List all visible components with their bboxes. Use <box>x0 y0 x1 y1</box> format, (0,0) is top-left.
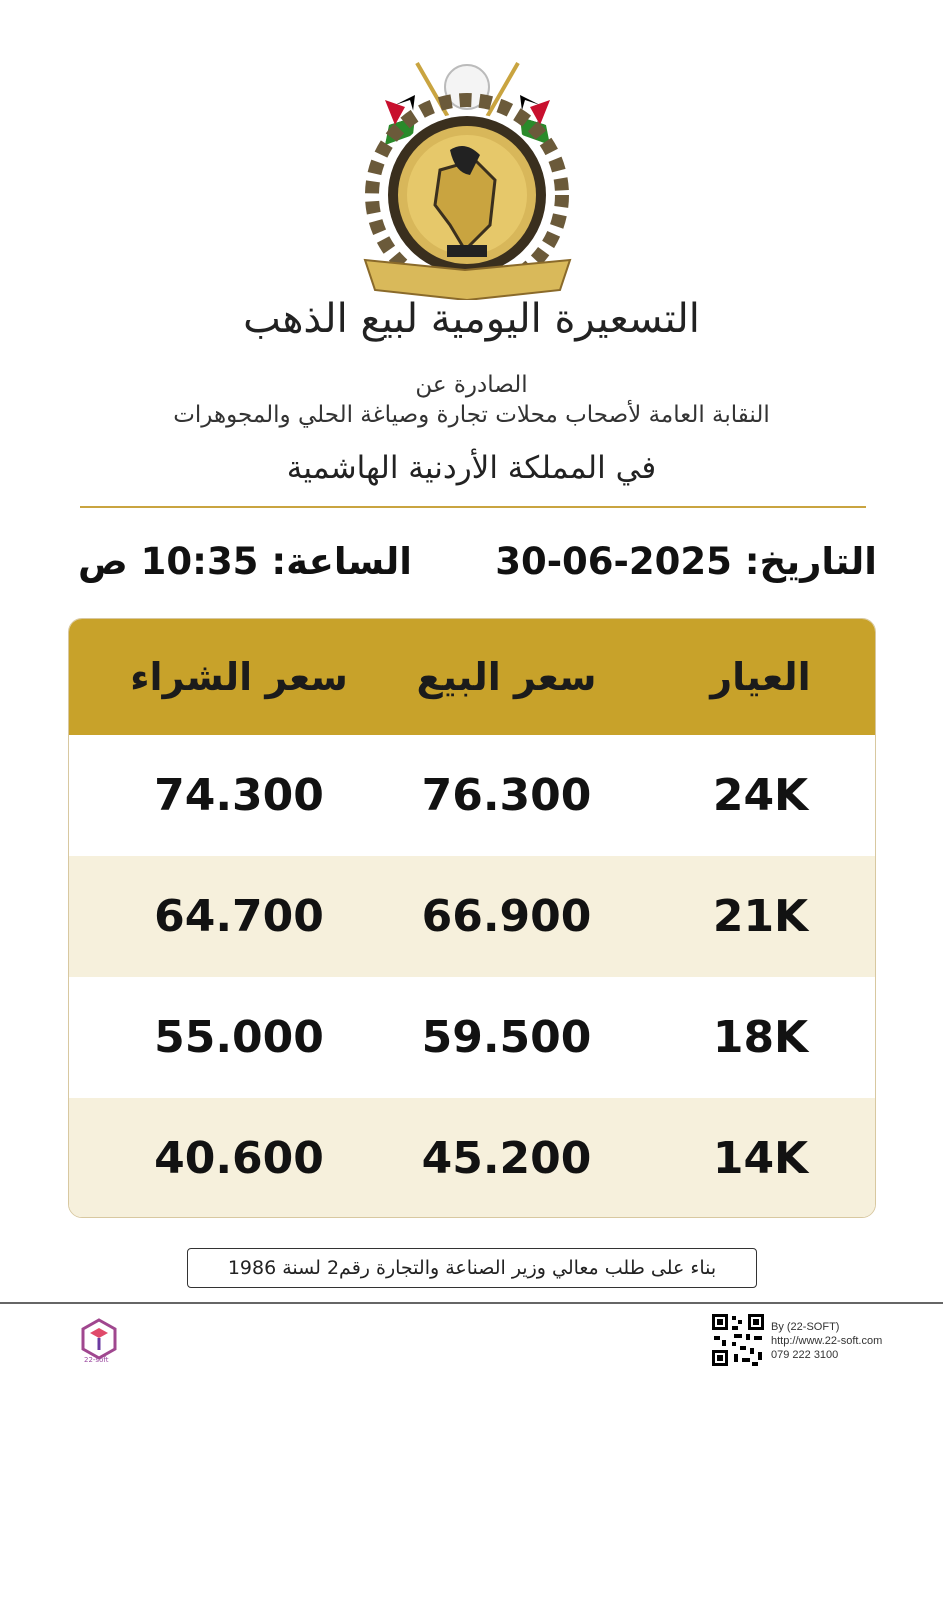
karat-cell: 14K <box>712 1133 809 1184</box>
karat-cell: 18K <box>712 1012 809 1063</box>
header-karat: العيار <box>710 655 811 699</box>
credit-by: By (22-SOFT) <box>771 1321 840 1333</box>
karat-cell: 21K <box>712 891 809 942</box>
sell-price-cell: 59.500 <box>421 1012 592 1063</box>
brand-small-text: 22-soft <box>84 1356 109 1364</box>
header-sell-price: سعر البيع <box>416 655 597 699</box>
credit-phone: 079 222 3100 <box>771 1349 839 1361</box>
issued-by-text: الصادرة عن <box>415 372 528 398</box>
ministry-note: بناء على طلب معالي وزير الصناعة والتجارة رقم2 لسنة 1986 <box>187 1248 757 1288</box>
table-header <box>69 619 875 735</box>
qr-code-icon[interactable] <box>710 1312 766 1368</box>
gold-price-table <box>68 618 876 1218</box>
time-label: الساعة: <box>271 540 412 583</box>
header-buy-price: سعر الشراء <box>130 655 348 699</box>
date-display <box>495 540 877 583</box>
time-display <box>78 540 412 583</box>
footer-divider <box>0 1302 943 1304</box>
buy-price-cell: 64.700 <box>154 891 324 942</box>
sell-price-cell: 76.300 <box>421 770 592 821</box>
table-row <box>69 977 875 1098</box>
karat-cell: 24K <box>712 770 809 821</box>
union-name: النقابة العامة لأصحاب محلات تجارة وصياغة الحلي والمجوهرات <box>173 402 770 428</box>
buy-price-cell: 74.300 <box>154 770 324 821</box>
union-logo-emblem <box>355 55 580 300</box>
gold-divider <box>80 506 866 508</box>
buy-price-cell: 55.000 <box>154 1012 324 1063</box>
sell-price-cell: 45.200 <box>421 1133 592 1184</box>
sell-price-cell: 66.900 <box>421 891 592 942</box>
time-value: 10:35 ص <box>78 540 259 583</box>
date-value: 30-06-2025 <box>495 540 732 583</box>
buy-price-cell: 40.600 <box>154 1133 324 1184</box>
table-row <box>69 1098 875 1218</box>
developer-credit <box>771 1320 882 1362</box>
date-label: التاريخ: <box>744 540 877 583</box>
table-row <box>69 856 875 977</box>
credit-website-link[interactable]: http://www.22-soft.com <box>771 1335 883 1347</box>
table-row <box>69 735 875 856</box>
page-title: التسعيرة اليومية لبيع الذهب <box>243 296 700 342</box>
kingdom-name: في المملكة الأردنية الهاشمية <box>286 450 657 486</box>
